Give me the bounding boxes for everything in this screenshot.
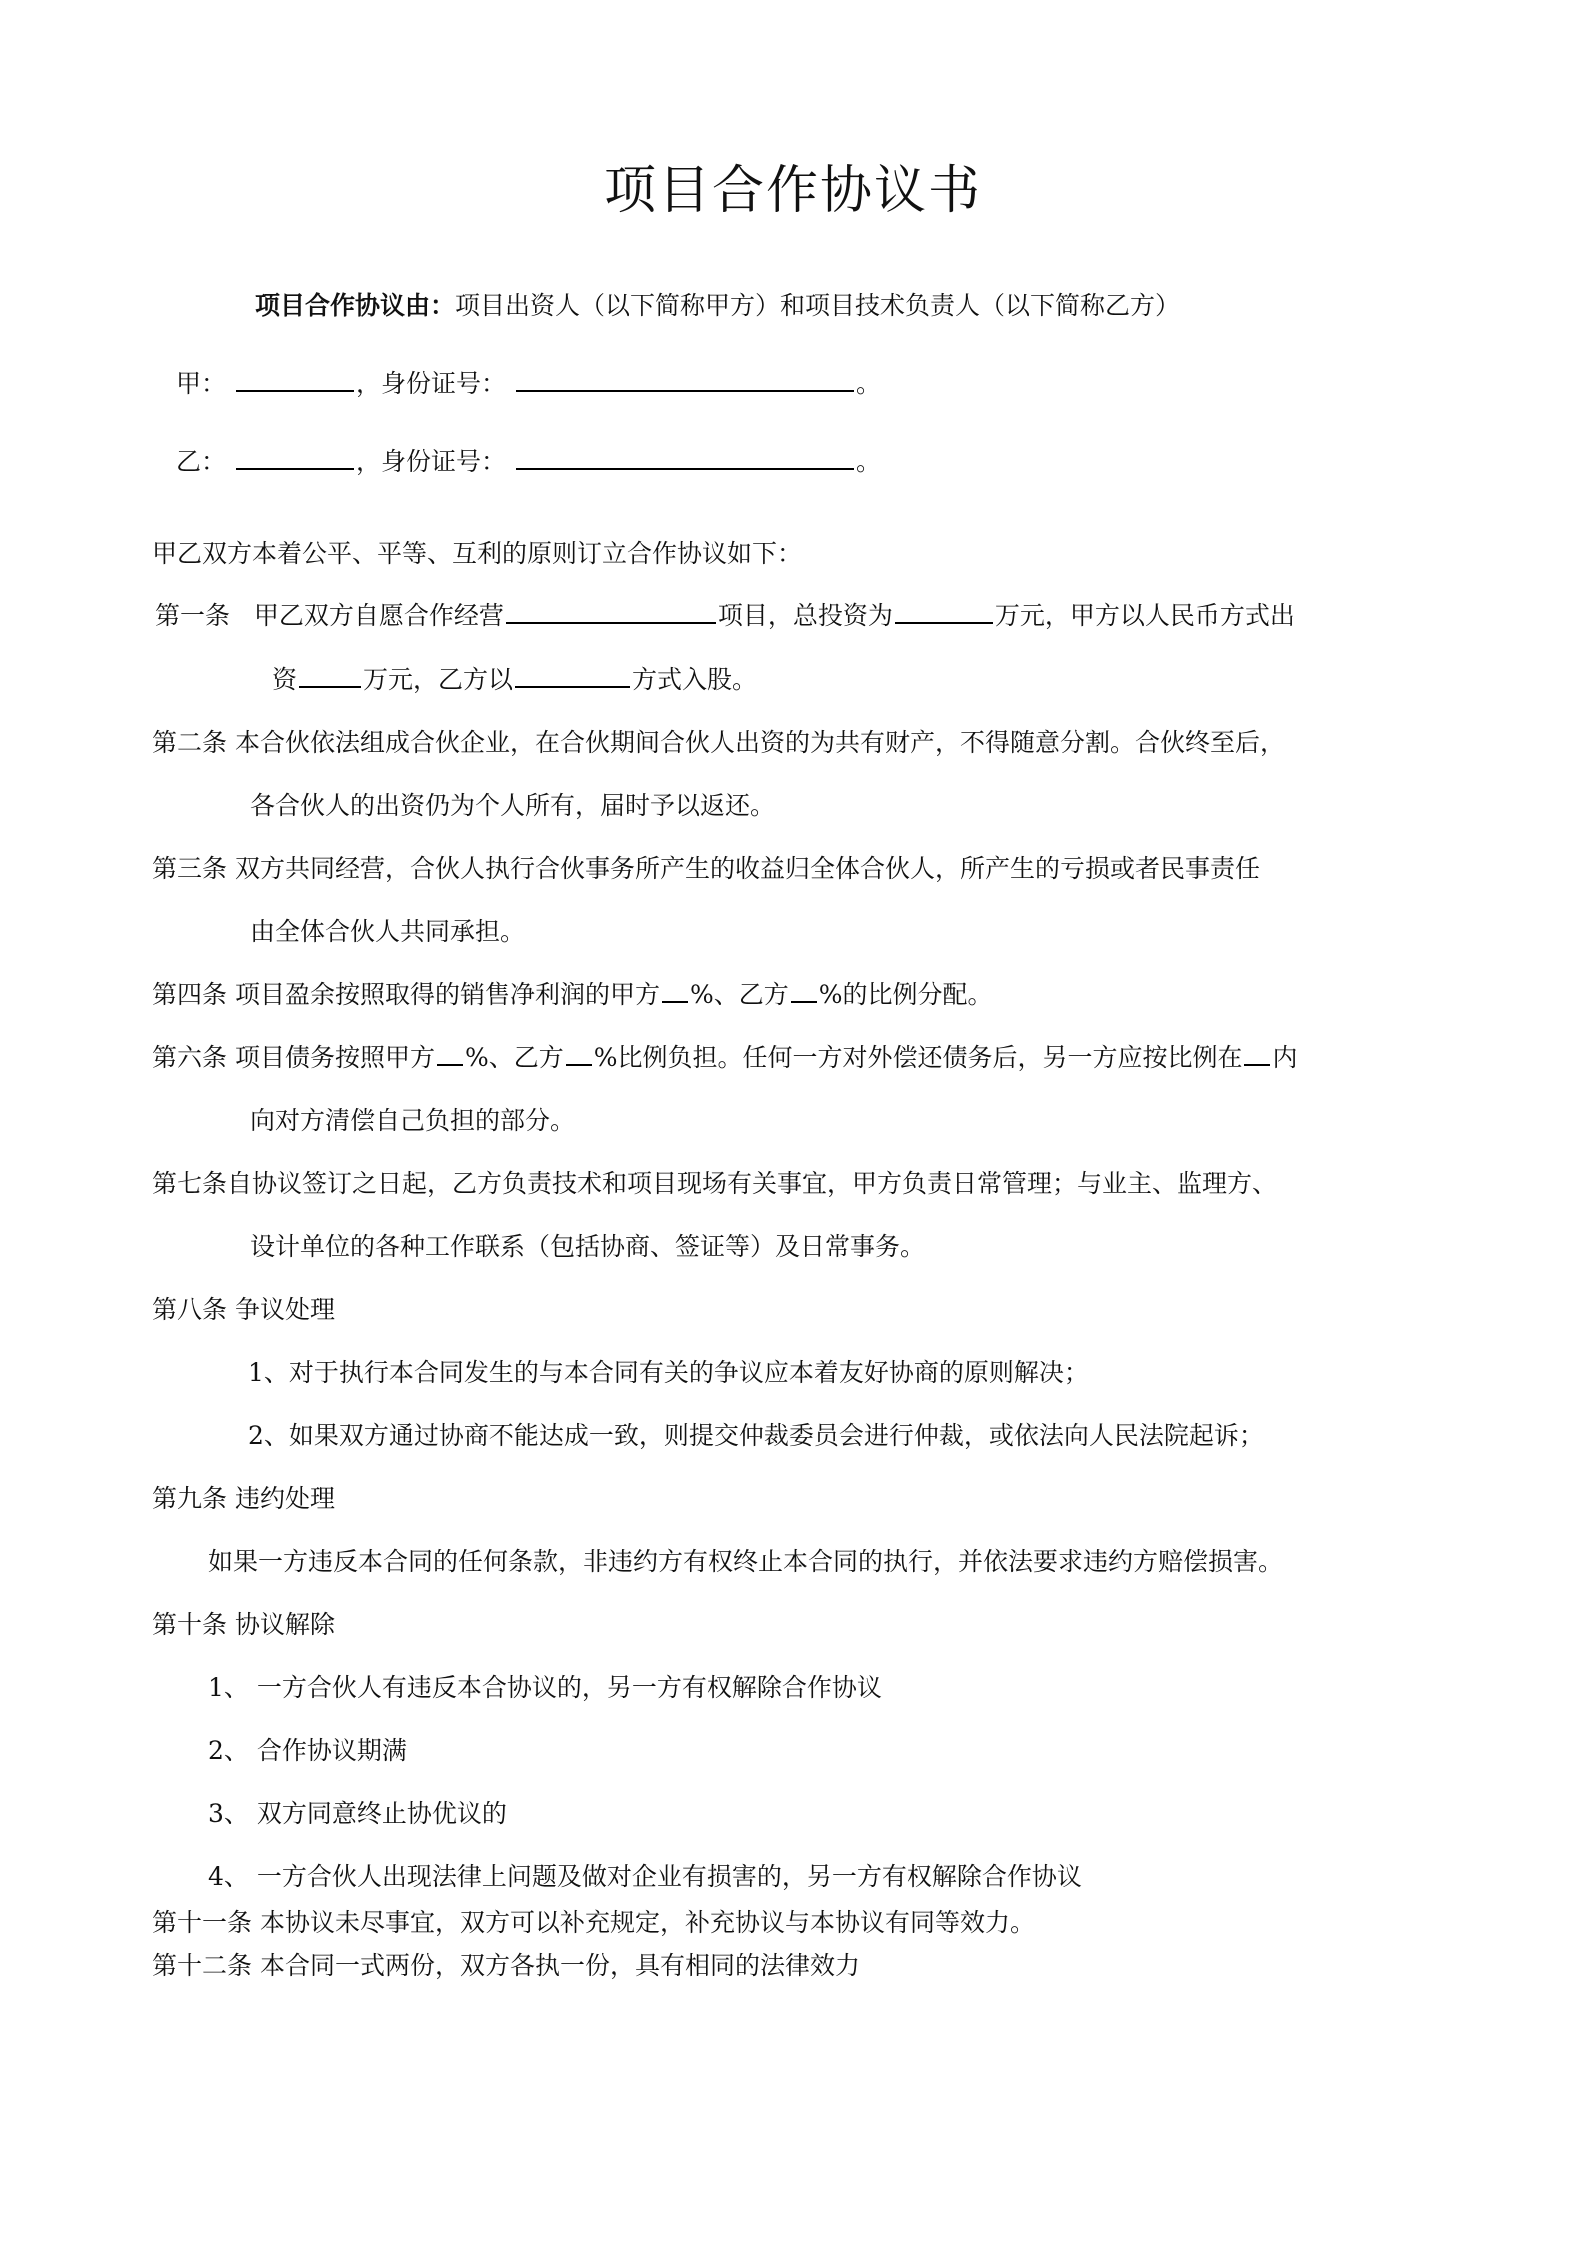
party-b-line [176, 446, 881, 478]
article-1-label: 第一条 [155, 601, 231, 630]
document-title: 项目合作协议书 [603, 161, 982, 221]
party-a-id-field[interactable] [516, 368, 854, 392]
article-10-item: 4、 一方合伙人出现法律上问题及做对企业有损害的，另一方有权解除合作协议 [208, 1862, 1082, 1891]
intro-text: 项目出资人（以下简称甲方）和项目技术负责人（以下简称乙方） [455, 291, 1181, 320]
article-2-line-1: 第二条 本合伙依法组成合伙企业，在合伙期间合伙人出资的为共有财产，不得随意分割。合伙终至后， [152, 728, 1285, 757]
article-8-heading: 第八条 争议处理 [152, 1295, 335, 1324]
party-b-end: 。 [855, 447, 881, 476]
article-6-line-2: 向对方清偿自己负担的部分。 [250, 1106, 576, 1135]
article-3-line-1: 第三条 双方共同经营，合伙人执行合伙事务所产生的收益归全体合伙人，所产生的亏损或者民事责任 [152, 854, 1260, 883]
article-8-item: 1、对于执行本合同发生的与本合同有关的争议应本着友好协商的原则解决； [248, 1358, 1089, 1387]
article-1-text: 万元，甲方以人民币方式出 [994, 601, 1295, 630]
party-a-name-field[interactable] [236, 368, 354, 392]
project-name-field[interactable] [506, 600, 716, 624]
article-1-text: 甲乙双方自愿合作经营 [253, 601, 504, 630]
intro-line [255, 290, 1180, 322]
party-b-debt-field[interactable] [566, 1042, 592, 1066]
party-a-amount-field[interactable] [299, 664, 361, 688]
article-4 [152, 979, 992, 1011]
article-10-heading: 第十条 协议解除 [152, 1610, 335, 1639]
party-b-id-field[interactable] [516, 446, 854, 470]
party-b-method-field[interactable] [515, 664, 630, 688]
article-7-line-1: 第七条自协议签订之日起，乙方负责技术和项目现场有关事宜，甲方负责日常管理；与业主、监理方、 [152, 1169, 1278, 1198]
article-8-item: 2、如果双方通过协商不能达成一致，则提交仲裁委员会进行仲裁，或依法向人民法院起诉； [248, 1421, 1264, 1450]
article-10-item: 3、 双方同意终止协优议的 [208, 1799, 507, 1828]
article-1-text: 方式入股。 [632, 665, 758, 694]
article-6-text: %、乙方 [464, 1043, 564, 1072]
preamble: 甲乙双方本着公平、平等、互利的原则订立合作协议如下： [152, 539, 803, 568]
party-a-line [176, 368, 881, 400]
article-12: 第十二条 本合同一式两份，双方各执一份，具有相同的法律效力 [152, 1951, 860, 1980]
party-a-end: 。 [855, 369, 881, 398]
article-10-item: 2、 合作协议期满 [208, 1736, 407, 1765]
party-a-id-label: ，身份证号： [355, 369, 506, 398]
party-b-id-label: ，身份证号： [355, 447, 506, 476]
article-7-line-2: 设计单位的各种工作联系（包括协商、签证等）及日常事务。 [250, 1232, 926, 1261]
article-4-text: 第四条 项目盈余按照取得的销售净利润的甲方 [152, 980, 660, 1009]
article-1-text: 资 [272, 665, 298, 694]
article-4-text: %、乙方 [689, 980, 789, 1009]
article-6-text: %比例负担。任何一方对外偿还债务后，另一方应按比例在 [593, 1043, 1243, 1072]
article-3-line-2: 由全体合伙人共同承担。 [250, 917, 526, 946]
article-2-line-2: 各合伙人的出资仍为个人所有，届时予以返还。 [250, 791, 776, 820]
repayment-period-field[interactable] [1244, 1042, 1270, 1066]
total-investment-field[interactable] [895, 600, 993, 624]
party-b-name-field[interactable] [236, 446, 354, 470]
party-a-debt-field[interactable] [437, 1042, 463, 1066]
party-a-profit-field[interactable] [662, 979, 688, 1003]
article-11: 第十一条 本协议未尽事宜，双方可以补充规定，补充协议与本协议有同等效力。 [152, 1908, 1035, 1937]
party-a-label: 甲： [176, 369, 227, 398]
article-1-line-2 [272, 664, 757, 696]
article-1-text: 项目，总投资为 [717, 601, 893, 630]
article-9-heading: 第九条 违约处理 [152, 1484, 335, 1513]
article-10-item: 1、 一方合伙人有违反本合协议的，另一方有权解除合作协议 [208, 1673, 882, 1702]
article-6-text: 内 [1272, 1043, 1298, 1072]
article-4-text: %的比例分配。 [818, 980, 993, 1009]
article-1-text: 万元，乙方以 [363, 665, 514, 694]
intro-label: 项目合作协议由： [255, 291, 456, 320]
article-6-text: 第六条 项目债务按照甲方 [152, 1043, 435, 1072]
article-1-line-1 [155, 600, 1295, 632]
article-6-line-1 [152, 1042, 1298, 1074]
party-b-profit-field[interactable] [791, 979, 817, 1003]
party-b-label: 乙： [176, 447, 227, 476]
article-9-body: 如果一方违反本合同的任何条款，非违约方有权终止本合同的执行，并依法要求违约方赔偿损害。 [208, 1547, 1284, 1576]
